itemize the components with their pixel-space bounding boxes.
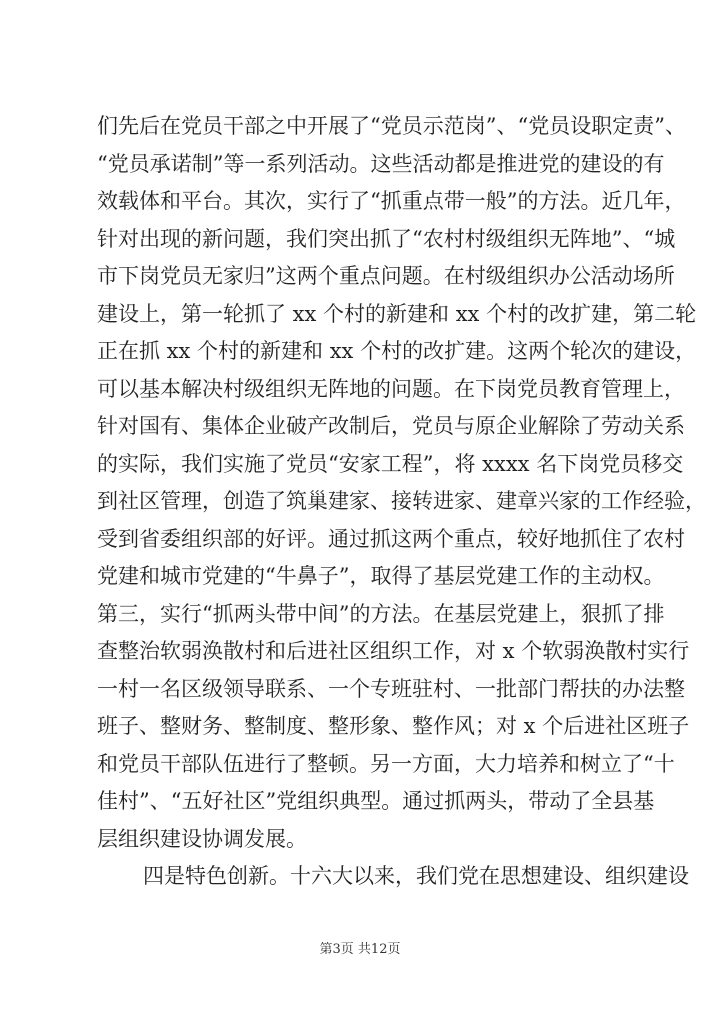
page-footer: 第3页 共12页 (319, 942, 401, 957)
text-line: 层组织建设协调发展。 (97, 826, 307, 851)
text-line: 一村一名区级领导联系、一个专班驻村、一批部门帮扶的办法整 (97, 676, 685, 701)
text-line: 建设上，第一轮抓了 xx 个村的新建和 xx 个村的改扩建，第二轮 (97, 301, 697, 326)
document-body (97, 108, 706, 896)
text-line: 到社区管理，创造了筑巢建家、接转进家、建章兴家的工作经验， (97, 489, 706, 513)
text-line: 受到省委组织部的好评。通过抓这两个重点，较好地抓住了农村 (97, 526, 685, 551)
text-line: 针对国有、集体企业破产改制后，党员与原企业解除了劳动关系 (97, 414, 685, 438)
text-line: 的实际，我们实施了党员“安家工程”，将 xxxx 名下岗党员移交 (97, 451, 684, 476)
text-line: “党员承诺制”等一系列活动。这些活动都是推进党的建设的有 (97, 151, 665, 176)
paragraph-start-line: 四是特色创新。十六大以来，我们党在思想建设、组织建设 (143, 864, 689, 888)
text-line: 班子、整财务、整制度、整形象、整作风；对 x 个后进社区班子 (97, 714, 690, 738)
text-line: 正在抓 xx 个村的新建和 xx 个村的改扩建。这两个轮次的建设， (97, 339, 697, 363)
text-line: 市下岗党员无家归”这两个重点问题。在村级组织办公活动场所 (97, 264, 675, 288)
text-line: 可以基本解决村级组织无阵地的问题。在下岗党员教育管理上， (97, 376, 685, 401)
text-line: 佳村”、“五好社区”党组织典型。通过抓两头，带动了全县基 (97, 789, 655, 813)
text-line: 们先后在党员干部之中开展了“党员示范岗”、“党员设职定责”、 (97, 114, 686, 138)
text-line: 查整治软弱涣散村和后进社区组织工作，对 x 个软弱涣散村实行 (97, 639, 690, 663)
text-line: 针对出现的新问题，我们突出抓了“农村村级组织无阵地”、“城 (97, 226, 676, 251)
text-line: 第三，实行“抓两头带中间”的方法。在基层党建上，狠抓了排 (97, 601, 665, 626)
text-line: 和党员干部队伍进行了整顿。另一方面，大力培养和树立了“十 (97, 751, 675, 776)
text-line: 效载体和平台。其次，实行了“抓重点带一般”的方法。近几年， (97, 189, 686, 213)
text-line: 党建和城市党建的“牛鼻子”，取得了基层党建工作的主动权。 (97, 564, 665, 588)
